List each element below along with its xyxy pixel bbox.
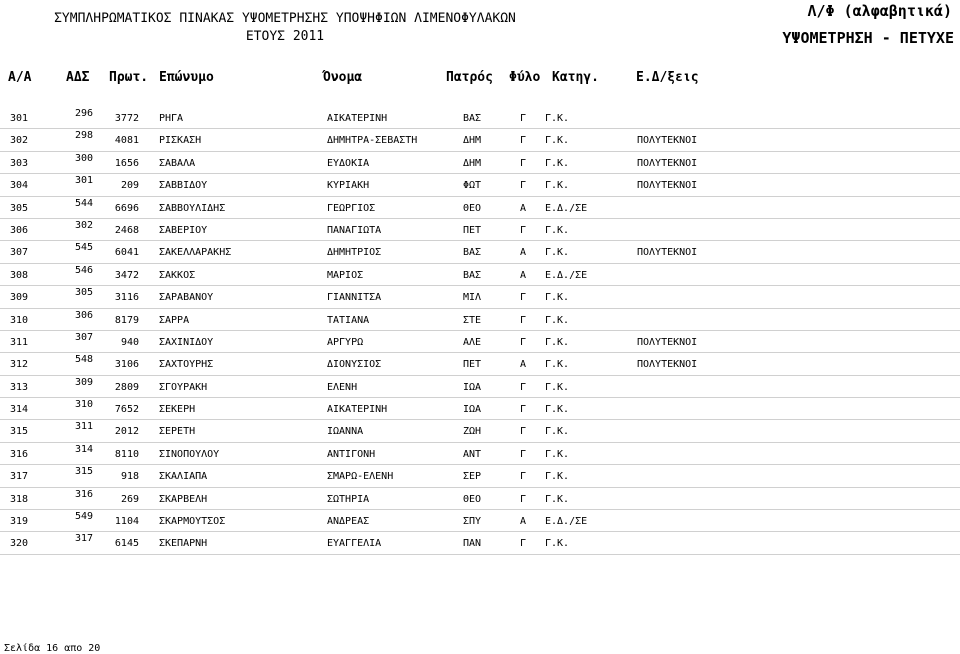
cell-name: ΓΙΑΝΝΙΤΣΑ (327, 292, 382, 304)
cell-father: ΜΙΛ (463, 292, 482, 304)
cell-ads: 317 (74, 533, 93, 545)
table-row (0, 197, 960, 219)
cell-ads: 316 (74, 488, 93, 500)
cell-name: ΙΩΑΝΝΑ (327, 426, 364, 438)
cell-aa: 306 (10, 224, 29, 236)
cell-ads: 549 (74, 511, 93, 523)
cell-category: Γ.Κ. (545, 538, 570, 550)
table-row (0, 376, 960, 398)
cell-name: ΜΑΡΙΟΣ (327, 269, 364, 281)
cell-prot: 209 (120, 180, 139, 192)
title-line-2: ΕΤΟΥΣ 2011 (245, 29, 325, 44)
cell-ed: ΠΟΛΥΤΕΚΝΟΙ (637, 135, 698, 147)
table-row (0, 309, 960, 331)
cell-father: ΒΑΣ (463, 247, 482, 259)
cell-sex: Α (520, 516, 527, 528)
cell-category: Ε.Δ./ΣΕ (545, 202, 588, 214)
list-category-label: ΥΨΟΜΕΤΡΗΣΗ - ΠΕΤΥΧΕ (782, 29, 954, 47)
cell-aa: 304 (10, 180, 29, 192)
cell-father: ΘΕΟ (463, 493, 482, 505)
col-ed: Ε.Δ/ξεις (636, 70, 699, 85)
cell-aa: 318 (10, 493, 29, 505)
cell-ed: ΠΟΛΥΤΕΚΝΟΙ (637, 157, 698, 169)
table-row (0, 420, 960, 442)
cell-name: ΕΛΕΝΗ (327, 381, 358, 393)
cell-name: ΑΙΚΑΤΕΡΙΝΗ (327, 404, 388, 416)
cell-aa: 305 (10, 202, 29, 214)
cell-father: ΠΕΤ (463, 224, 482, 236)
cell-category: Γ.Κ. (545, 336, 570, 348)
cell-father: ΔΗΜ (463, 157, 482, 169)
cell-name: ΔΗΜΗΤΡΑ-ΣΕΒΑΣΤΗ (327, 135, 418, 147)
cell-aa: 314 (10, 404, 29, 416)
col-prot: Πρωτ. (109, 70, 149, 85)
cell-ads: 548 (74, 354, 93, 366)
cell-prot: 269 (120, 493, 139, 505)
cell-father: ΣΕΡ (463, 471, 482, 483)
col-father: Πατρός (446, 70, 493, 85)
cell-category: Γ.Κ. (545, 180, 570, 192)
cell-aa: 309 (10, 292, 29, 304)
cell-aa: 317 (10, 471, 29, 483)
cell-sex: Γ (520, 292, 527, 304)
col-aa: Α/Α (8, 70, 32, 85)
cell-prot: 918 (120, 471, 139, 483)
cell-aa: 303 (10, 157, 29, 169)
cell-name: ΣΩΤΗΡΙΑ (327, 493, 370, 505)
cell-category: Γ.Κ. (545, 247, 570, 259)
cell-surname: ΣΑΧΙΝΙΔΟΥ (159, 336, 214, 348)
table-row (0, 174, 960, 196)
cell-ads: 315 (74, 466, 93, 478)
cell-name: ΑΡΓΥΡΩ (327, 336, 364, 348)
cell-aa: 320 (10, 538, 29, 550)
cell-category: Γ.Κ. (545, 493, 570, 505)
cell-prot: 2012 (114, 426, 139, 438)
cell-ads: 301 (74, 175, 93, 187)
table-row (0, 353, 960, 375)
table-row (0, 107, 960, 129)
table-row (0, 465, 960, 487)
table-row (0, 532, 960, 554)
cell-prot: 8110 (114, 448, 139, 460)
cell-category: Γ.Κ. (545, 314, 570, 326)
cell-sex: Γ (520, 448, 527, 460)
cell-category: Γ.Κ. (545, 404, 570, 416)
cell-category: Γ.Κ. (545, 292, 570, 304)
cell-name: ΕΥΑΓΓΕΛΙΑ (327, 538, 382, 550)
cell-sex: Γ (520, 493, 527, 505)
cell-name: ΔΙΟΝΥΣΙΟΣ (327, 359, 382, 371)
table-row (0, 152, 960, 174)
cell-father: ΘΕΟ (463, 202, 482, 214)
cell-aa: 301 (10, 113, 29, 124)
cell-aa: 302 (10, 135, 29, 147)
cell-aa: 310 (10, 314, 29, 326)
cell-sex: Γ (520, 180, 527, 192)
cell-ads: 306 (74, 309, 93, 321)
cell-prot: 7652 (114, 404, 139, 416)
cell-sex: Γ (520, 471, 527, 483)
cell-aa: 319 (10, 516, 29, 528)
page-number: Σελίδα 16 απο 20 (4, 643, 101, 654)
cell-category: Γ.Κ. (545, 224, 570, 236)
cell-surname: ΣΑΒΕΡΙΟΥ (159, 224, 208, 236)
cell-surname: ΣΑΒΒΟΥΛΙΔΗΣ (159, 202, 226, 214)
cell-surname: ΣΑΡΑΒΑΝΟΥ (159, 292, 214, 304)
cell-prot: 3106 (114, 359, 139, 371)
cell-father: ΖΩΗ (463, 426, 482, 438)
cell-name: ΣΜΑΡΩ-ΕΛΕΝΗ (327, 471, 394, 483)
cell-prot: 6696 (114, 202, 139, 214)
cell-name: ΑΝΤΙΓΟΝΗ (327, 448, 376, 460)
cell-father: ΒΑΣ (463, 113, 482, 124)
cell-sex: Γ (520, 314, 527, 326)
cell-aa: 311 (10, 336, 29, 348)
cell-name: ΚΥΡΙΑΚΗ (327, 180, 370, 192)
cell-name: ΕΥΔΟΚΙΑ (327, 157, 370, 169)
table-row (0, 488, 960, 510)
cell-ed: ΠΟΛΥΤΕΚΝΟΙ (637, 247, 698, 259)
cell-father: ΑΝΤ (463, 448, 482, 460)
table-row (0, 443, 960, 465)
cell-surname: ΡΙΣΚΑΣΗ (159, 135, 202, 147)
list-type-label: Λ/Φ (αλφαβητικά) (807, 2, 952, 20)
cell-surname: ΣΚΑΡΒΕΛΗ (159, 493, 208, 505)
cell-sex: Γ (520, 381, 527, 393)
table-row (0, 331, 960, 353)
cell-prot: 940 (120, 336, 139, 348)
cell-sex: Γ (520, 538, 527, 550)
cell-prot: 6145 (114, 538, 139, 550)
cell-category: Ε.Δ./ΣΕ (545, 516, 588, 528)
table-row (0, 398, 960, 420)
cell-category: Ε.Δ./ΣΕ (545, 269, 588, 281)
cell-father: ΣΤΕ (463, 314, 482, 326)
document-title (0, 10, 570, 46)
cell-father: ΙΩΑ (463, 404, 482, 416)
cell-category: Γ.Κ. (545, 426, 570, 438)
cell-father: ΦΩΤ (463, 180, 482, 192)
cell-sex: Α (520, 202, 527, 214)
cell-surname: ΣΑΒΒΙΔΟΥ (159, 180, 208, 192)
cell-ads: 307 (74, 331, 93, 343)
cell-name: ΑΙΚΑΤΕΡΙΝΗ (327, 113, 388, 124)
cell-category: Γ.Κ. (545, 359, 570, 371)
cell-surname: ΣΑΒΑΛΑ (159, 157, 196, 169)
cell-category: Γ.Κ. (545, 113, 570, 124)
cell-prot: 4081 (114, 135, 139, 147)
cell-prot: 3472 (114, 269, 139, 281)
cell-prot: 1656 (114, 157, 139, 169)
cell-category: Γ.Κ. (545, 157, 570, 169)
cell-ads: 309 (74, 376, 93, 388)
cell-surname: ΣΑΚΚΟΣ (159, 269, 196, 281)
cell-sex: Γ (520, 336, 527, 348)
cell-name: ΑΝΔΡΕΑΣ (327, 516, 370, 528)
cell-prot: 1104 (114, 516, 139, 528)
col-category: Κατηγ. (552, 70, 599, 85)
title-line-1: ΣΥΜΠΛΗΡΩΜΑΤΙΚΟΣ ΠΙΝΑΚΑΣ ΥΨΟΜΕΤΡΗΣΗΣ ΥΠΟΨΗΦΙΩΝ ΛΙΜΕΝΟΦΥΛΑΚΩΝ (54, 11, 516, 26)
cell-aa: 313 (10, 381, 29, 393)
cell-ads: 546 (74, 264, 93, 276)
table-row (0, 129, 960, 151)
cell-ads: 298 (74, 130, 93, 142)
cell-name: ΤΑΤΙΑΝΑ (327, 314, 370, 326)
col-ads: ΑΔΣ (66, 70, 90, 85)
cell-aa: 312 (10, 359, 29, 371)
cell-father: ΑΛΕ (463, 336, 482, 348)
cell-prot: 2809 (114, 381, 139, 393)
table-row (0, 219, 960, 241)
cell-sex: Α (520, 269, 527, 281)
cell-surname: ΣΚΑΡΜΟΥΤΣΟΣ (159, 516, 226, 528)
cell-ads: 296 (74, 108, 93, 119)
cell-sex: Α (520, 247, 527, 259)
cell-surname: ΣΚΑΛΙΑΠΑ (159, 471, 208, 483)
col-name: Όνομα (323, 70, 363, 85)
cell-sex: Γ (520, 157, 527, 169)
cell-category: Γ.Κ. (545, 448, 570, 460)
cell-ads: 302 (74, 219, 93, 231)
cell-ads: 545 (74, 242, 93, 254)
cell-category: Γ.Κ. (545, 135, 570, 147)
col-surname: Επώνυμο (159, 70, 214, 85)
cell-name: ΓΕΩΡΓΙΟΣ (327, 202, 376, 214)
cell-father: ΒΑΣ (463, 269, 482, 281)
cell-surname: ΣΑΡΡΑ (159, 314, 190, 326)
cell-father: ΠΑΝ (463, 538, 482, 550)
cell-ads: 300 (74, 152, 93, 164)
cell-sex: Γ (520, 224, 527, 236)
cell-ed: ΠΟΛΥΤΕΚΝΟΙ (637, 336, 698, 348)
cell-aa: 316 (10, 448, 29, 460)
cell-prot: 3772 (114, 113, 139, 124)
cell-father: ΣΠΥ (463, 516, 482, 528)
cell-sex: Γ (520, 426, 527, 438)
cell-sex: Γ (520, 135, 527, 147)
cell-category: Γ.Κ. (545, 381, 570, 393)
table-row (0, 510, 960, 532)
cell-surname: ΣΑΚΕΛΛΑΡΑΚΗΣ (159, 247, 232, 259)
cell-father: ΔΗΜ (463, 135, 482, 147)
cell-name: ΠΑΝΑΓΙΩΤΑ (327, 224, 382, 236)
col-sex: Φύλο (509, 70, 541, 85)
cell-surname: ΣΑΧΤΟΥΡΗΣ (159, 359, 214, 371)
cell-sex: Α (520, 359, 527, 371)
cell-ads: 311 (74, 421, 93, 433)
cell-surname: ΣΕΚΕΡΗ (159, 404, 196, 416)
cell-prot: 3116 (114, 292, 139, 304)
cell-surname: ΣΕΡΕΤΗ (159, 426, 196, 438)
cell-ed: ΠΟΛΥΤΕΚΝΟΙ (637, 180, 698, 192)
cell-father: ΠΕΤ (463, 359, 482, 371)
table-row (0, 286, 960, 308)
cell-prot: 2468 (114, 224, 139, 236)
cell-prot: 6041 (114, 247, 139, 259)
cell-ads: 310 (74, 399, 93, 411)
candidate-table (0, 107, 960, 555)
cell-father: ΙΩΑ (463, 381, 482, 393)
cell-ads: 544 (74, 197, 93, 209)
cell-aa: 307 (10, 247, 29, 259)
cell-category: Γ.Κ. (545, 471, 570, 483)
cell-aa: 308 (10, 269, 29, 281)
cell-sex: Γ (520, 113, 527, 124)
table-row (0, 241, 960, 263)
cell-ed: ΠΟΛΥΤΕΚΝΟΙ (637, 359, 698, 371)
cell-surname: ΣΓΟΥΡΑΚΗ (159, 381, 208, 393)
table-row (0, 264, 960, 286)
cell-ads: 314 (74, 443, 93, 455)
cell-surname: ΡΗΓΑ (159, 113, 184, 124)
cell-surname: ΣΚΕΠΑΡΝΗ (159, 538, 208, 550)
cell-ads: 305 (74, 287, 93, 299)
cell-name: ΔΗΜΗΤΡΙΟΣ (327, 247, 382, 259)
cell-prot: 8179 (114, 314, 139, 326)
cell-sex: Γ (520, 404, 527, 416)
cell-surname: ΣΙΝΟΠΟΥΛΟΥ (159, 448, 220, 460)
cell-aa: 315 (10, 426, 29, 438)
